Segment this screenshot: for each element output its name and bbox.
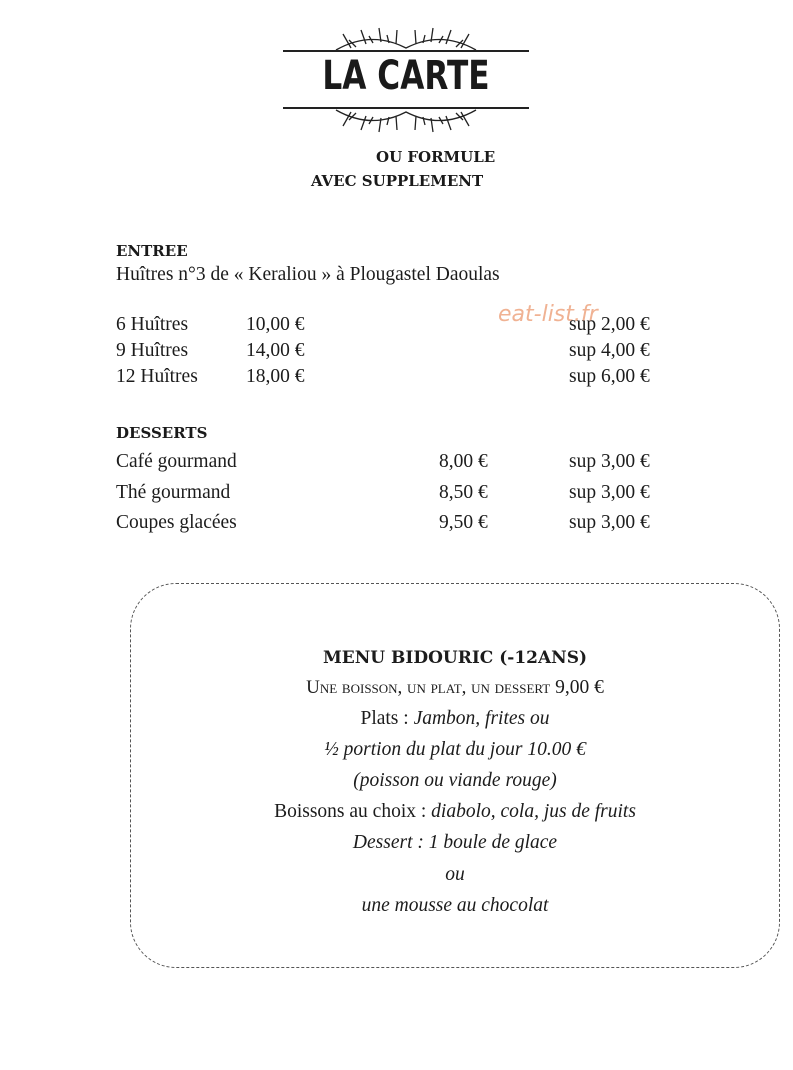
ou-text: ou (445, 864, 465, 885)
dessert-item-supplement: sup 3,00 € (569, 482, 650, 503)
entree-item-price: 10,00 € (246, 314, 305, 335)
entree-item-supplement: sup 4,00 € (569, 340, 650, 361)
dessert-item-price: 9,50 € (439, 512, 488, 533)
dessert-item-name: Coupes glacées (116, 512, 237, 533)
entree-item-price: 18,00 € (246, 366, 305, 387)
kids-menu-plats (130, 708, 780, 730)
entree-item-name: 6 Huîtres (116, 314, 189, 335)
entree-description: Huîtres n°3 de « Keraliou » à Plougastel Daoulas (116, 264, 500, 285)
dessert-alt-text: une mousse au chocolat (361, 895, 549, 916)
dessert-item-supplement: sup 3,00 € (569, 512, 650, 533)
boissons-value: diabolo, cola, jus de fruits (431, 801, 636, 822)
dessert-line-text: Dessert : 1 boule de glace (352, 832, 558, 853)
dessert-item-price: 8,00 € (439, 451, 488, 472)
kids-menu-dessert (130, 832, 780, 854)
boissons-label: Boissons au choix : (274, 801, 432, 822)
formule-line-1: OU FORMULE (376, 148, 496, 166)
plats-label: Plats : (360, 708, 414, 729)
entree-item-supplement: sup 2,00 € (569, 314, 650, 335)
formule-line-2: AVEC SUPPLEMENT (311, 172, 484, 190)
page-title: LA CARTE (322, 53, 490, 99)
kids-menu-price: 9,00 € (555, 677, 604, 698)
desserts-heading: DESSERTS (116, 424, 208, 442)
entree-item-price: 14,00 € (246, 340, 305, 361)
kids-menu-formula (130, 677, 780, 699)
kids-menu-title-text: MENU BIDOURIC (-12ANS) (322, 648, 588, 668)
dessert-item-price: 8,50 € (439, 482, 488, 503)
kids-menu-formula-text: Une boisson, un plat, un dessert (306, 677, 551, 698)
half-portion-text: ½ portion du plat du jour 10.00 € (324, 739, 586, 760)
kids-menu-half-portion-note (130, 770, 780, 792)
kids-menu-boissons (130, 801, 780, 823)
plats-value: Jambon, frites ou (413, 708, 550, 729)
kids-menu-half-portion (130, 739, 780, 761)
dessert-item-name: Café gourmand (116, 451, 237, 472)
entree-item-name: 9 Huîtres (116, 340, 189, 361)
half-portion-note-text: (poisson ou viande rouge) (353, 770, 557, 791)
kids-menu-dessert-alt (130, 895, 780, 917)
entree-item-name: 12 Huîtres (116, 366, 198, 387)
entree-heading: ENTREE (116, 242, 188, 260)
kids-menu-title (130, 647, 780, 669)
dessert-item-name: Thé gourmand (116, 482, 231, 503)
dessert-item-supplement: sup 3,00 € (569, 451, 650, 472)
watermark: eat-list.fr (498, 302, 598, 327)
entree-item-supplement: sup 6,00 € (569, 366, 650, 387)
kids-menu-ou (130, 864, 780, 886)
